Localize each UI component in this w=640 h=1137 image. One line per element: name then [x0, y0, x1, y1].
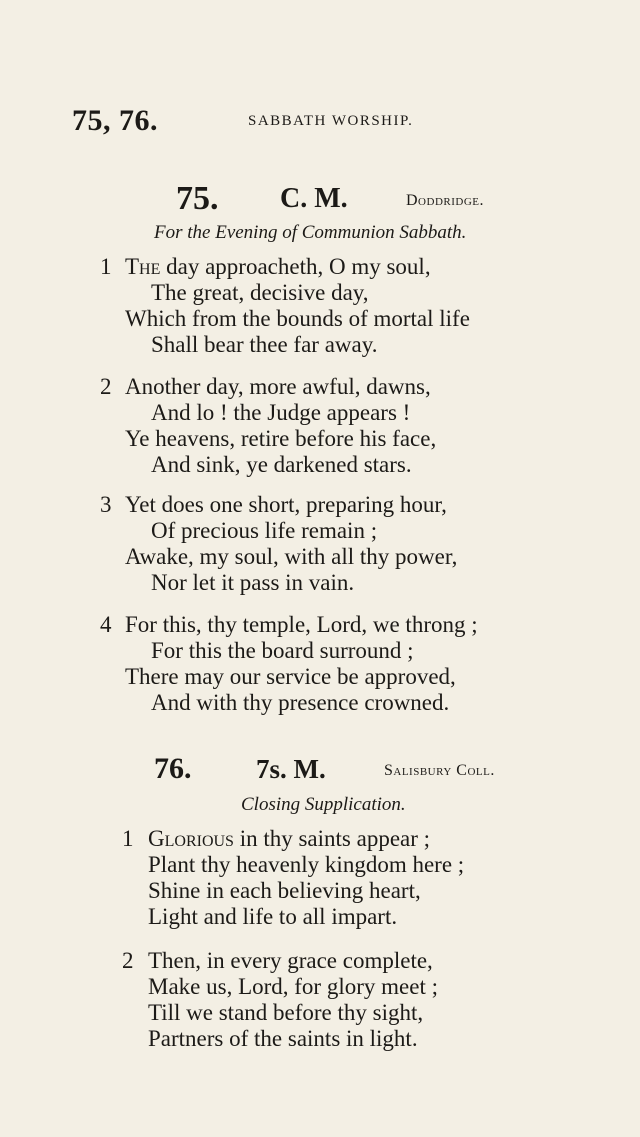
hymn-subtitle: Closing Supplication. — [241, 794, 406, 815]
stanza — [122, 826, 572, 936]
hymn-heading — [154, 752, 534, 792]
stanza-line: Yet does one short, preparing hour, — [125, 492, 447, 517]
stanza-line: Nor let it pass in vain. — [151, 570, 355, 595]
stanza-line: The day approacheth, O my soul, — [125, 254, 431, 279]
verse-number: 1 — [100, 254, 112, 279]
stanza-line: Ye heavens, retire before his face, — [125, 426, 437, 451]
stanza-line: For this, thy temple, Lord, we throng ; — [125, 612, 478, 637]
stanza — [100, 254, 570, 364]
stanza-line: There may our service be approved, — [125, 664, 456, 689]
stanza-line: For this the board surround ; — [151, 638, 414, 663]
hymn-author: Salisbury Coll. — [384, 762, 495, 779]
small-caps-lead: Glorious — [148, 826, 234, 851]
stanza-line: Awake, my soul, with all thy power, — [125, 544, 458, 569]
stanza-line: The great, decisive day, — [151, 280, 369, 305]
small-caps-lead: The — [125, 254, 161, 279]
stanza-line: Glorious in thy saints appear ; — [148, 826, 431, 851]
hymn-author: Doddridge. — [406, 192, 484, 209]
stanza-line: Of precious life remain ; — [151, 518, 378, 543]
verse-number: 4 — [100, 612, 112, 637]
stanza — [100, 612, 570, 722]
verse-number: 2 — [122, 948, 134, 973]
hymn-meter: C. M. — [280, 183, 348, 214]
stanza — [122, 948, 572, 1058]
hymn-meter: 7s. M. — [256, 754, 326, 784]
stanza-line: Till we stand before thy sight, — [148, 1000, 424, 1025]
running-head-title: SABBATH WORSHIP. — [248, 113, 414, 129]
hymn-subtitle: For the Evening of Communion Sabbath. — [154, 222, 467, 243]
stanza-line: Light and life to all impart. — [148, 904, 398, 929]
hymn-number: 75. — [176, 180, 219, 217]
running-head — [72, 104, 572, 136]
stanza — [100, 374, 570, 484]
stanza-line: Plant thy heavenly kingdom here ; — [148, 852, 465, 877]
verse-number: 1 — [122, 826, 134, 851]
stanza-line: And lo ! the Judge appears ! — [151, 400, 411, 425]
stanza-line: And with thy presence crowned. — [151, 690, 450, 715]
hymn-number: 76. — [154, 752, 192, 785]
stanza-line: Shine in each believing heart, — [148, 878, 421, 903]
hymn-heading — [176, 180, 506, 220]
stanza-line: Make us, Lord, for glory meet ; — [148, 974, 438, 999]
stanza-line: Another day, more awful, dawns, — [125, 374, 431, 399]
verse-number: 2 — [100, 374, 112, 399]
running-head-numbers: 75, 76. — [72, 104, 158, 137]
stanza-line: Shall bear thee far away. — [151, 332, 378, 357]
verse-number: 3 — [100, 492, 112, 517]
stanza-line: Then, in every grace complete, — [148, 948, 433, 973]
stanza-line: Partners of the saints in light. — [148, 1026, 418, 1051]
stanza-line: Which from the bounds of mortal life — [125, 306, 470, 331]
stanza-line: And sink, ye darkened stars. — [151, 452, 412, 477]
stanza — [100, 492, 570, 602]
